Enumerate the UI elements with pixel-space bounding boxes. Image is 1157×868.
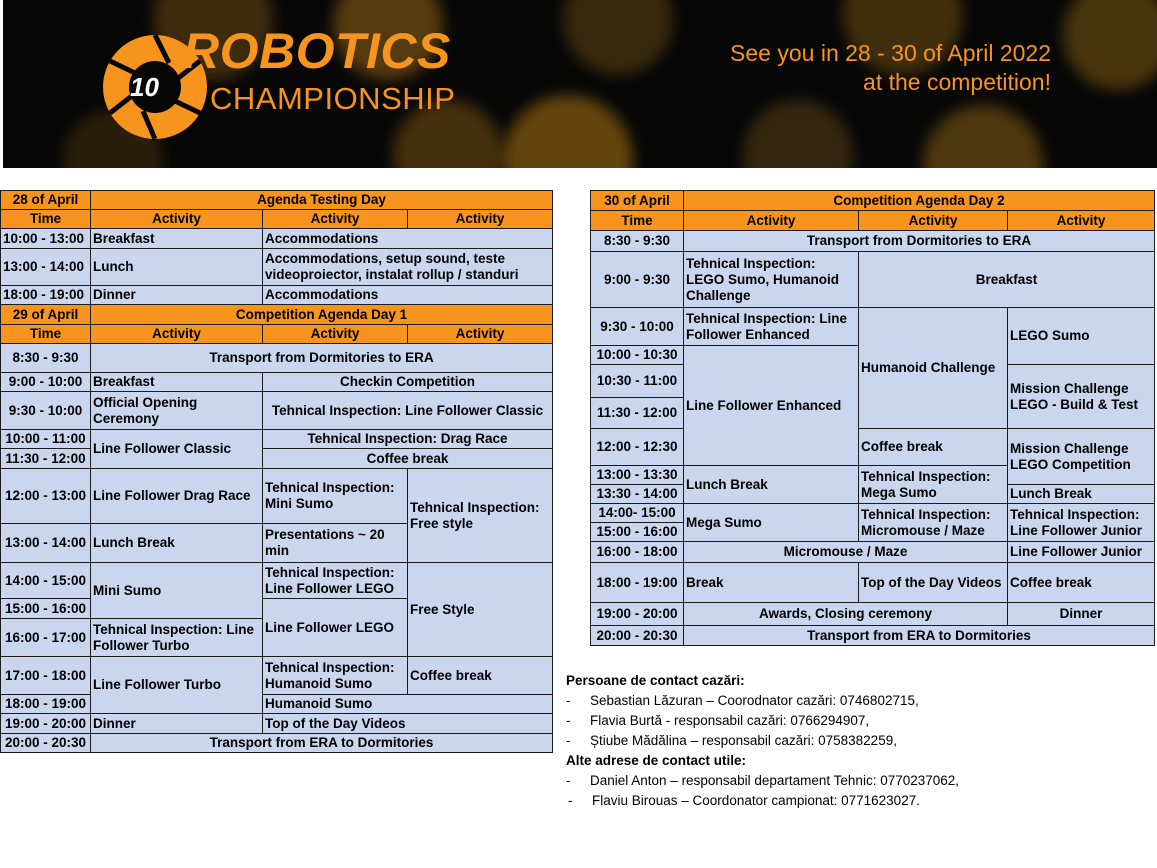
activity-cell: Breakfast [859,252,1155,308]
contacts-heading: Alte adrese de contact utile: [566,753,747,768]
activity-cell: Mini Sumo [91,563,263,619]
time-cell: 8:30 - 9:30 [591,231,684,252]
logo-number: 10 [130,72,159,102]
column-header: Time [591,211,684,231]
time-cell: 18:00 - 19:00 [591,563,684,603]
time-cell: 9:30 - 10:00 [591,308,684,346]
activity-cell: Coffee break [408,657,553,695]
column-header: Activity [408,210,553,229]
time-cell: 9:00 - 10:00 [1,373,91,392]
column-header: Activity [684,211,859,231]
time-cell: 10:00 - 13:00 [1,229,91,249]
table-row [1,734,553,753]
header-banner [3,0,1157,168]
activity-cell: Line Follower Enhanced [684,346,859,466]
column-header-row [591,211,1155,231]
table-row [1,469,553,524]
logo-subtitle: CHAMPIONSHIP [210,81,456,116]
activity-cell: Presentations ~ 20 min [263,524,408,563]
time-cell: 18:00 - 19:00 [1,695,91,714]
column-header: Activity [859,211,1008,231]
column-header: Activity [263,325,408,344]
tagline-line: See you in 28 - 30 of April 2022 [730,40,1051,66]
activity-cell: Tehnical Inspection: LEGO Sumo, Humanoid Challenge [684,252,859,308]
activity-cell: Tehnical Inspection: Drag Race [263,430,553,449]
column-header: Activity [1008,211,1155,231]
table-row [591,231,1155,252]
activity-cell: Tehnical Inspection: Mega Sumo [859,466,1008,504]
time-cell: 19:00 - 20:00 [591,603,684,626]
table-row [1,657,553,695]
table-row [591,542,1155,563]
column-header-row [1,210,553,229]
column-header: Time [1,210,91,229]
activity-cell: Tehnical Inspection: Humanoid Sumo [263,657,408,695]
contact-text: Știube Mădălina – responsabil cazări: 0758382259, [590,733,897,748]
activity-cell: Line Follower Turbo [91,657,263,714]
column-header: Time [1,325,91,344]
bullet: - [566,773,571,788]
agenda-table-day1 [0,190,553,753]
activity-cell: Tehnical Inspection: Free style [408,469,553,563]
activity-cell: Mission Challenge LEGO - Build & Test [1008,365,1155,429]
activity-cell: Awards, Closing ceremony [684,603,1008,626]
activity-cell: Tehnical Inspection: Line Follower Junior [1008,504,1155,542]
time-cell: 16:00 - 17:00 [1,619,91,657]
list-item [566,731,959,751]
contact-text: Sebastian Lăzuran – Coorodnator cazări: 0746802715, [590,693,919,708]
time-cell: 17:00 - 18:00 [1,657,91,695]
table-row [591,308,1155,346]
activity-cell: Official Opening Ceremony [91,392,263,430]
date-cell: 29 of April [1,305,91,325]
activity-cell: Humanoid Sumo [263,695,553,714]
time-cell: 9:00 - 9:30 [591,252,684,308]
table-row [1,430,553,449]
activity-cell: Accommodations [263,286,553,305]
table-row [1,714,553,734]
activity-cell: Transport from Dormitories to ERA [91,344,553,373]
activity-cell: Coffee break [859,429,1008,466]
activity-cell: Line Follower Drag Race [91,469,263,524]
bokeh-light [923,105,1043,168]
activity-cell: Tehnical Inspection: Mini Sumo [263,469,408,524]
activity-cell: LEGO Sumo [1008,308,1155,365]
table-row [1,286,553,305]
bokeh-light [743,100,853,168]
bullet: - [566,713,571,728]
time-cell: 13:00 - 14:00 [1,524,91,563]
table-row [1,449,553,469]
time-cell: 8:30 - 9:30 [1,344,91,373]
agenda-title: Competition Agenda Day 1 [91,305,553,325]
time-cell: 14:00 - 15:00 [1,563,91,599]
table-row [1,392,553,430]
activity-cell: Lunch Break [1008,485,1155,504]
activity-cell: Dinner [91,714,263,734]
time-cell: 18:00 - 19:00 [1,286,91,305]
time-cell: 11:30 - 12:00 [591,398,684,429]
list-item [566,771,959,791]
activity-cell: Tehnical Inspection: Micromouse / Maze [859,504,1008,542]
time-cell: 20:00 - 20:30 [591,626,684,646]
time-cell: 10:00 - 11:00 [1,430,91,449]
list-item [566,711,959,731]
bokeh-light [563,0,673,75]
activity-cell: Line Follower LEGO [263,599,408,657]
tagline [730,39,1051,97]
activity-cell: Transport from ERA to Dormitories [684,626,1155,646]
activity-cell: Line Follower Classic [91,430,263,469]
contacts-section [566,671,959,811]
time-cell: 13:00 - 13:30 [591,466,684,485]
time-cell: 12:00 - 13:00 [1,469,91,524]
table-row [1,344,553,373]
time-cell: 16:00 - 18:00 [591,542,684,563]
bullet: - [568,793,573,808]
contact-text: Flavia Burtă - responsabil cazări: 0766294907, [590,713,870,728]
activity-cell: Transport from Dormitories to ERA [684,231,1155,252]
logo-title: ROBOTICS [183,23,451,79]
activity-cell: Accommodations, setup sound, teste videoproiector, instalat rollup / standuri [263,249,553,286]
time-cell: 20:00 - 20:30 [1,734,91,753]
time-cell: 15:00 - 16:00 [591,523,684,542]
column-header: Activity [91,325,263,344]
table-row [591,429,1155,466]
activity-cell: Break [684,563,859,603]
column-header: Activity [408,325,553,344]
activity-cell: Line Follower Junior [1008,542,1155,563]
table-row [591,626,1155,646]
table-title-row [1,191,553,210]
time-cell: 9:30 - 10:00 [1,392,91,430]
activity-cell: Tehnical Inspection: Line Follower Classic [263,392,553,430]
contacts-heading: Persoane de contact cazări: [566,673,745,688]
contact-text: Flaviu Birouas – Coordonator campionat: 0771623027. [592,793,920,808]
bullet: - [566,693,571,708]
table-row [591,252,1155,308]
activity-cell: Tehnical Inspection: Line Follower Turbo [91,619,263,657]
table-row [1,249,553,286]
activity-cell: Tehnical Inspection: Line Follower Enhanced [684,308,859,346]
time-cell: 13:00 - 14:00 [1,249,91,286]
activity-cell: Coffee break [263,449,553,469]
activity-cell: Top of the Day Videos [263,714,553,734]
activity-cell: Dinner [1008,603,1155,626]
activity-cell: Dinner [91,286,263,305]
activity-cell: Micromouse / Maze [684,542,1008,563]
activity-cell: Breakfast [91,229,263,249]
bullet: - [566,733,571,748]
activity-cell: Humanoid Challenge [859,308,1008,429]
activity-cell: Top of the Day Videos [859,563,1008,603]
activity-cell: Tehnical Inspection: Line Follower LEGO [263,563,408,599]
activity-cell: Free Style [408,563,553,657]
agenda-title: Agenda Testing Day [91,191,553,210]
activity-cell: Lunch Break [91,524,263,563]
list-item [566,691,959,711]
time-cell: 10:00 - 10:30 [591,346,684,365]
bokeh-light [1063,0,1157,90]
time-cell: 13:30 - 14:00 [591,485,684,504]
column-header: Activity [263,210,408,229]
agenda-table-day2 [590,190,1155,646]
table-title-row [1,305,553,325]
bokeh-light [503,95,633,168]
table-row [1,373,553,392]
tagline-line: at the competition! [863,69,1051,95]
contact-text: Daniel Anton – responsabil departament Tehnic: 0770237062, [590,773,960,788]
activity-cell: Accommodations [263,229,553,249]
time-cell: 10:30 - 11:00 [591,365,684,398]
time-cell: 12:00 - 12:30 [591,429,684,466]
activity-cell: Lunch [91,249,263,286]
date-cell: 30 of April [591,191,684,211]
activity-cell: Coffee break [1008,563,1155,603]
column-header-row [1,325,553,344]
activity-cell: Transport from ERA to Dormitories [91,734,553,753]
list-item [566,791,959,811]
activity-cell: Lunch Break [684,466,859,504]
time-cell: 14:00- 15:00 [591,504,684,523]
table-row [1,563,553,599]
column-header: Activity [91,210,263,229]
time-cell: 15:00 - 16:00 [1,599,91,619]
activity-cell: Checkin Competition [263,373,553,392]
table-row [591,504,1155,523]
table-row [591,563,1155,603]
activity-cell: Mega Sumo [684,504,859,542]
date-cell: 28 of April [1,191,91,210]
activity-cell: Mission Challenge LEGO Competition [1008,429,1155,485]
table-title-row [591,191,1155,211]
table-row [1,229,553,249]
activity-cell: Breakfast [91,373,263,392]
agenda-title: Competition Agenda Day 2 [684,191,1155,211]
time-cell: 19:00 - 20:00 [1,714,91,734]
time-cell: 11:30 - 12:00 [1,449,91,469]
table-row [591,603,1155,626]
table-row [1,695,553,714]
